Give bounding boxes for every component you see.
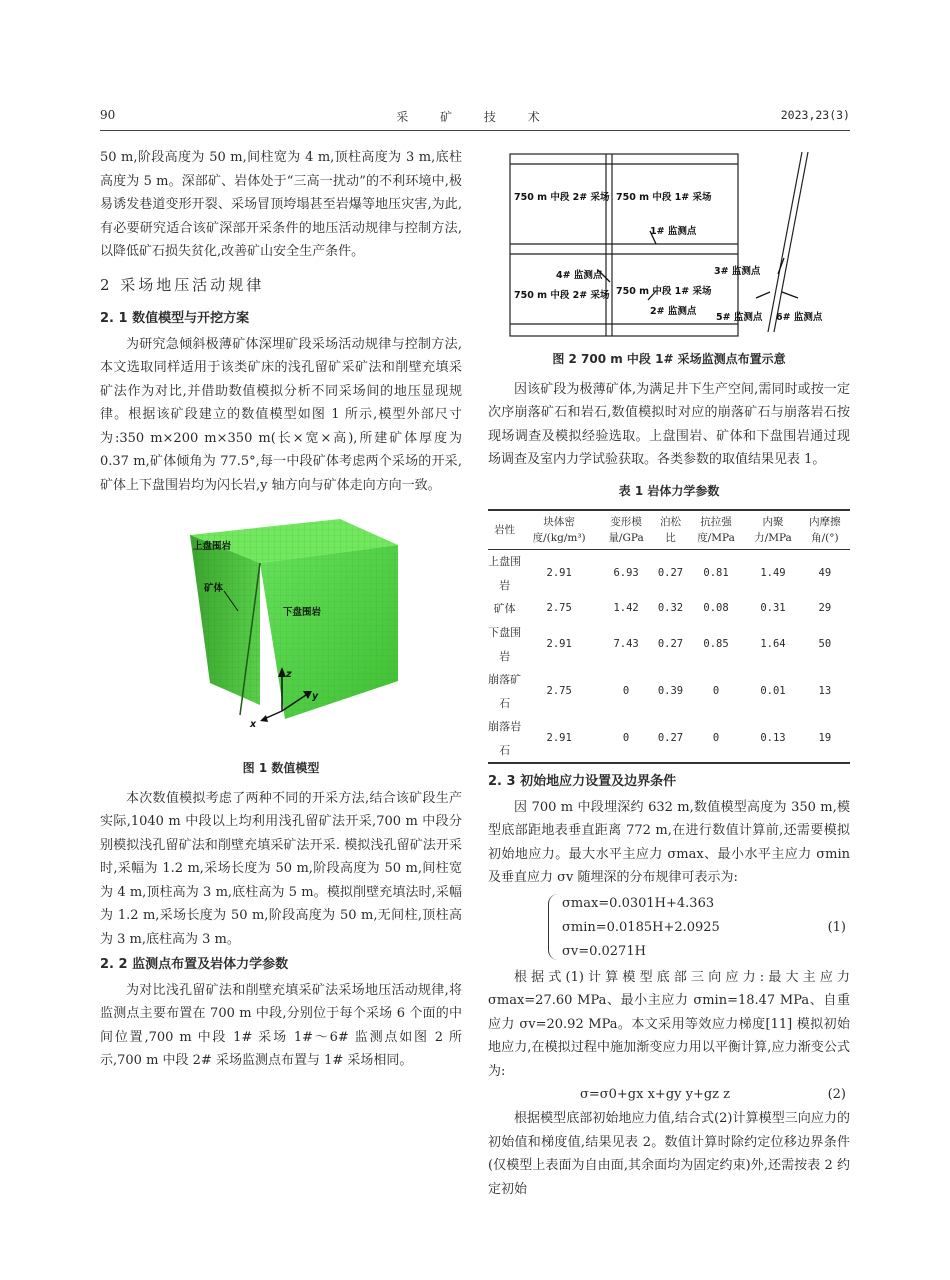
cell: 19 <box>800 715 850 763</box>
journal-name: 采 矿 技 术 <box>396 110 554 124</box>
paragraph-2-1b: 本次数值模拟考虑了两种不同的开采方法,结合该矿段生产实际,1040 m 中段以上均利用浅孔留矿法开采,700 m 中段分别模拟浅孔留矿法和削壁充填采矿法开采. 模拟浅孔留矿法开采时,采幅为 1.2 m,采场长度为 50 m,阶段高度为 50 m,间柱宽为 4 m,顶柱高为 3 m,底柱高为 5 m。模拟削壁充填法时,采幅为 1.2 m,采场长度为 50 m,阶段高度为 50 m,无间柱,顶柱高为 3 m,底柱高为 3 m。 <box>100 790 462 947</box>
cell: 1.49 <box>760 566 786 579</box>
table-row <box>488 621 850 668</box>
cell: 0 <box>712 684 720 697</box>
label-monitor-point-3: 3# 监测点 <box>714 266 761 277</box>
cell: 2.75 <box>546 684 572 697</box>
table-row <box>488 597 850 621</box>
cell: 0.81 <box>703 566 729 579</box>
running-header <box>100 108 850 128</box>
paragraph-2-2b: 因该矿段为极薄矿体,为满足井下生产空间,需同时或按一定次序崩落矿石和岩石,数值模拟时对应的崩落矿石与崩落岩石按现场调查及模拟经验选取。上盘围岩、矿体和下盘围岩通过现场调查及室内力学试验获取。各类参数的取值结果见表 1。 <box>488 381 850 467</box>
cell: 50 <box>818 637 832 650</box>
label-750-stope-2-lower: 750 m 中段 2# 采场 <box>514 290 610 301</box>
subsection-2-2-heading: 2. 2 监测点布置及岩体力学参数 <box>100 957 289 972</box>
label-monitor-point-4: 4# 监测点 <box>556 270 603 281</box>
cell: 13 <box>818 684 832 697</box>
label-monitor-point-2: 2# 监测点 <box>650 306 697 317</box>
table-1-rock-mechanics <box>488 509 850 764</box>
cell: 0.27 <box>657 566 684 579</box>
cell: 0 <box>686 715 746 763</box>
th-lithology: 岩性 <box>488 510 521 550</box>
label-x: x <box>250 719 257 730</box>
cell: 0 <box>622 684 630 697</box>
th-modulus: 变形模量/GPa <box>597 510 655 550</box>
intro-paragraph: 50 m,阶段高度为 50 m,间柱宽为 4 m,顶柱高度为 3 m,底柱高度为 5 m。深部矿、岩体处于“三高一扰动”的不利环境中,极易诱发巷道变形开裂、采场冒顶垮塌甚至岩爆等地压灾害,为此,有必要研究适合该矿深部开采条件的地压活动规律与控制方法,以降低矿石损失贫化,改善矿山安全生产条件。 <box>100 150 462 259</box>
equation-2-number: (2) <box>827 1087 846 1102</box>
th-cohesion: 内聚力/MPa <box>746 510 800 550</box>
figure-1-numerical-model <box>100 505 462 755</box>
equation-1 <box>488 892 850 964</box>
paragraph-2-2: 为对比浅孔留矿法和削壁充填采矿法采场地压活动规律,将监测点主要布置在 700 m 中段,分别位于每个采场 6 个面的中间位置,700 m 中段 1# 采场 1#～6# 监测点如图 2 所示,700 m 中段 2# 采场监测点布置与 1# 采场相同。 <box>100 982 462 1068</box>
paragraph-2-3: 因 700 m 中段埋深约 632 m,数值模型高度为 350 m,模型底部距地表垂直距离 772 m,在进行数值计算前,还需要模拟初始地应力。最大水平主应力 σmax、最小水平主应力 σmin 及垂直应力 σv 随埋深的分布规律可表示为: <box>488 799 850 885</box>
cell: 29 <box>818 602 832 615</box>
equation-2 <box>488 1083 850 1107</box>
label-750-stope-2-upper: 750 m 中段 2# 采场 <box>514 192 610 203</box>
label-monitor-point-5: 5# 监测点 <box>716 312 763 323</box>
eq1-line-3: σv=0.0271H <box>562 943 646 959</box>
cell: 0.08 <box>703 602 729 615</box>
subsection-2-3-heading: 2. 3 初始地应力设置及边界条件 <box>488 774 677 789</box>
table-row <box>488 715 850 763</box>
paragraph-2-1: 为研究急倾斜极薄矿体深埋矿段采场活动规律与控制方法,本文选取同样适用于该类矿床的浅孔留矿采矿法和削壁充填采矿法作为对比,并借助数值模拟分析不同采场间的地压显现规律。根据该矿段建立的数值模型如图 1 所示,模型外部尺寸为:350 m×200 m×350 m(长×宽×高),所建矿体厚度为 0.37 m,矿体倾角为 77.5°,每一中段矿体考虑两个采场的开采,矿体上下盘围岩均为闪长岩,y 轴方向与矿体走向方向一致。 <box>100 336 462 493</box>
th-friction: 内摩擦角/(°) <box>800 510 850 550</box>
equation-brace <box>548 894 559 960</box>
label-footwall: 下盘围岩 <box>283 607 322 618</box>
equation-1-number: (1) <box>827 919 846 935</box>
cell: 7.43 <box>613 637 639 650</box>
table-row <box>488 550 850 598</box>
label-z: z <box>286 669 292 680</box>
label-monitor-point-6: 6# 监测点 <box>776 312 823 323</box>
cell: 2.75 <box>546 602 572 615</box>
cell: 1.64 <box>760 637 786 650</box>
cell: 2.91 <box>521 715 597 763</box>
paragraph-2-3c: 根据模型底部初始地应力值,结合式(2)计算模型三向应力的初始值和梯度值,结果见表 2。数值计算时除约定位移边界条件(仅模型上表面为自由面,其余面均为固定约束)外,还需按表 2 约定初始 <box>488 1111 850 1197</box>
model-block-image <box>100 505 462 755</box>
cell: 0.01 <box>760 684 786 697</box>
equation-2-formula: σ=σ0+gx x+gy y+gz z <box>580 1087 731 1102</box>
th-poisson: 泊松比 <box>655 510 686 550</box>
cell: 崩落矿石 <box>488 673 522 710</box>
eq1-line-1: σmax=0.0301H+4.363 <box>562 895 715 911</box>
cell: 2.91 <box>546 637 572 650</box>
figure-1-caption: 图 1 数值模型 <box>242 761 320 775</box>
th-tensile: 抗拉强度/MPa <box>686 510 746 550</box>
label-hanging-wall: 上盘围岩 <box>193 541 232 552</box>
cell: 下盘围岩 <box>488 626 522 663</box>
figure-2-caption: 图 2 700 m 中段 1# 采场监测点布置示意 <box>552 352 786 366</box>
th-density: 块体密度/(kg/m³) <box>521 510 597 550</box>
table-1-caption: 表 1 岩体力学参数 <box>618 483 720 498</box>
cell: 0.31 <box>760 602 786 615</box>
cell: 6.93 <box>613 566 639 579</box>
subsection-2-1-heading: 2. 1 数值模型与开挖方案 <box>100 311 250 326</box>
cell: 崩落岩石 <box>488 715 521 763</box>
paragraph-2-3b: 根据式(1)计算模型底部三向应力:最大主应力 σmax=27.60 MPa、最小主应力 σmin=18.47 MPa、自重应力 σv=20.92 MPa。本文采用等效应力梯度[11] 模拟初始地应力,在模拟过程中施加渐变应力用以平衡计算,应力渐变公式为: <box>488 969 850 1079</box>
label-750-stope-1-lower: 750 m 中段 1# 采场 <box>616 286 712 297</box>
cell: 矿体 <box>493 602 516 616</box>
label-monitor-point-1: 1# 监测点 <box>650 226 697 237</box>
cell: 0.27 <box>657 637 684 650</box>
label-ore-body: 矿体 <box>204 583 224 594</box>
cell: 1.42 <box>613 602 639 615</box>
eq1-line-2: σmin=0.0185H+2.0925 <box>562 919 720 935</box>
label-750-stope-1-upper: 750 m 中段 1# 采场 <box>616 192 712 203</box>
page-number: 90 <box>100 108 116 122</box>
issue-info: 2023,23(3) <box>780 108 850 122</box>
label-y: y <box>312 691 319 702</box>
figure-2-monitoring-layout <box>488 146 850 346</box>
cell: 0.32 <box>657 602 684 615</box>
cell: 0.13 <box>746 715 800 763</box>
table-row <box>488 668 850 715</box>
cell: 上盘围岩 <box>488 555 522 592</box>
header-rule <box>100 130 850 131</box>
cell: 0.39 <box>657 684 684 697</box>
cell: 49 <box>818 566 832 579</box>
cell: 0 <box>597 715 655 763</box>
section-2-heading: 2 采场地压活动规律 <box>100 275 265 294</box>
left-column <box>100 146 462 1073</box>
cell: 2.91 <box>546 566 572 579</box>
cell: 0.27 <box>655 715 686 763</box>
right-column <box>488 146 850 1201</box>
cell: 0.85 <box>703 637 729 650</box>
